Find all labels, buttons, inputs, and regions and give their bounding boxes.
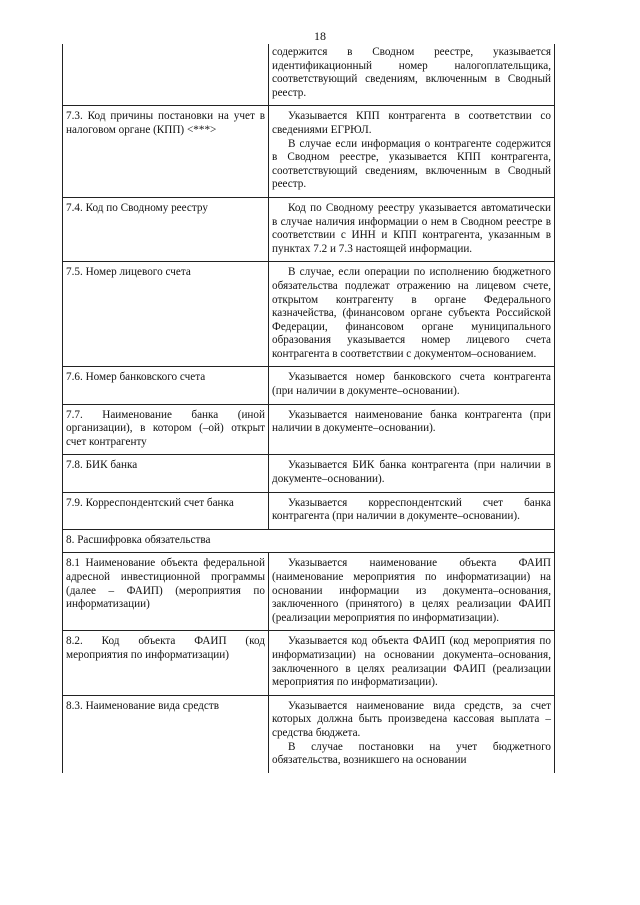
page-number: 18 xyxy=(314,29,326,43)
row-description-cell xyxy=(269,631,555,695)
table-row xyxy=(63,492,555,529)
table-row xyxy=(63,631,555,695)
row-description-cell xyxy=(269,455,555,492)
description-paragraph: Указывается номер банковского счета контрагента (при наличии в документе–основании). xyxy=(272,371,551,398)
table-section-row xyxy=(63,529,555,553)
description-paragraph: Указывается БИК банка контрагента (при наличии в документе–основании). xyxy=(272,459,551,486)
description-paragraph: содержится в Сводном реестре, указывается идентификационный номер налогоплательщика, соответствующий сведениям, включенным в Сводный реестр. xyxy=(272,46,551,99)
row-label-cell: 8.2. Код объекта ФАИП (код мероприятия по информатизации) xyxy=(63,631,269,695)
row-description-cell xyxy=(269,404,555,455)
section-heading: 8. Расшифровка обязательства xyxy=(63,529,555,553)
row-label-cell: 7.7. Наименование банка (иной организации), в котором (–ой) открыт счет контрагенту xyxy=(63,404,269,455)
table-row xyxy=(63,404,555,455)
row-label-cell: 7.9. Корреспондентский счет банка xyxy=(63,492,269,529)
description-paragraph: В случае если информация о контрагенте содержится в Сводном реестре, указывается КПП контрагента, соответствующий сведениям, включенным в Сводный реестр. xyxy=(272,137,551,191)
row-description-cell xyxy=(269,197,555,261)
table-row xyxy=(63,553,555,631)
document-table xyxy=(62,44,555,773)
row-label-cell: 7.5. Номер лицевого счета xyxy=(63,262,269,367)
description-paragraph: Код по Сводному реестру указывается автоматически в случае наличия информации о нем в Сводном реестре в соответствии с ИНН и КПП контрагента, указанным в пунктах 7.2 и 7.3 настоящей информации. xyxy=(272,201,551,255)
row-description-cell xyxy=(269,695,555,772)
row-description-cell xyxy=(269,44,555,106)
table-row xyxy=(63,695,555,772)
description-paragraph: Указывается наименование банка контрагента (при наличии в документе–основании). xyxy=(272,408,551,435)
table-row xyxy=(63,106,555,198)
table-row xyxy=(63,367,555,404)
row-description-cell xyxy=(269,553,555,631)
row-label-cell: 7.4. Код по Сводному реестру xyxy=(63,197,269,261)
table-row xyxy=(63,262,555,367)
row-description-cell xyxy=(269,367,555,404)
row-label-cell: 8.1 Наименование объекта федеральной адресной инвестиционной программы (далее – ФАИП) (мероприятия по информатизации) xyxy=(63,553,269,631)
table-row xyxy=(63,44,555,106)
row-label-cell: 7.6. Номер банковского счета xyxy=(63,367,269,404)
row-description-cell xyxy=(269,106,555,198)
description-paragraph: Указывается наименование объекта ФАИП (наименование мероприятия по информатизации) на основании информации из документа–основания, заключенного (принятого) в целях реализации ФАИП (реализации мероприятия по информатизации). xyxy=(272,557,551,624)
table-row xyxy=(63,455,555,492)
description-paragraph: Указывается корреспондентский счет банка контрагента (при наличии в документе–основании). xyxy=(272,496,551,523)
row-description-cell xyxy=(269,492,555,529)
table-row xyxy=(63,197,555,261)
row-label-cell xyxy=(63,44,269,106)
description-paragraph: Указывается наименование вида средств, за счет которых должна быть произведена кассовая выплата – средства бюджета. xyxy=(272,699,551,739)
row-label-cell: 7.8. БИК банка xyxy=(63,455,269,492)
row-label-cell: 8.3. Наименование вида средств xyxy=(63,695,269,772)
row-label-cell: 7.3. Код причины постановки на учет в налоговом органе (КПП) <***> xyxy=(63,106,269,198)
description-paragraph: В случае, если операции по исполнению бюджетного обязательства подлежат отражению на лицевом счете, открытом контрагенту в органе Федерального казначейства, (финансовом органе субъекта Российской Федерации, финансовом органе муниципального образования указывается номер лицевого счета контрагента в соответствии с документом–основанием. xyxy=(272,266,551,360)
row-description-cell xyxy=(269,262,555,367)
description-paragraph: В случае постановки на учет бюджетного обязательства, возникшего на основании xyxy=(272,740,551,767)
description-paragraph: Указывается КПП контрагента в соответствии со сведениями ЕГРЮЛ. xyxy=(272,110,551,136)
description-paragraph: Указывается код объекта ФАИП (код мероприятия по информатизации) на основании документа–основания, заключенного в целях реализации ФАИП (реализации мероприятия по информатизации). xyxy=(272,635,551,689)
